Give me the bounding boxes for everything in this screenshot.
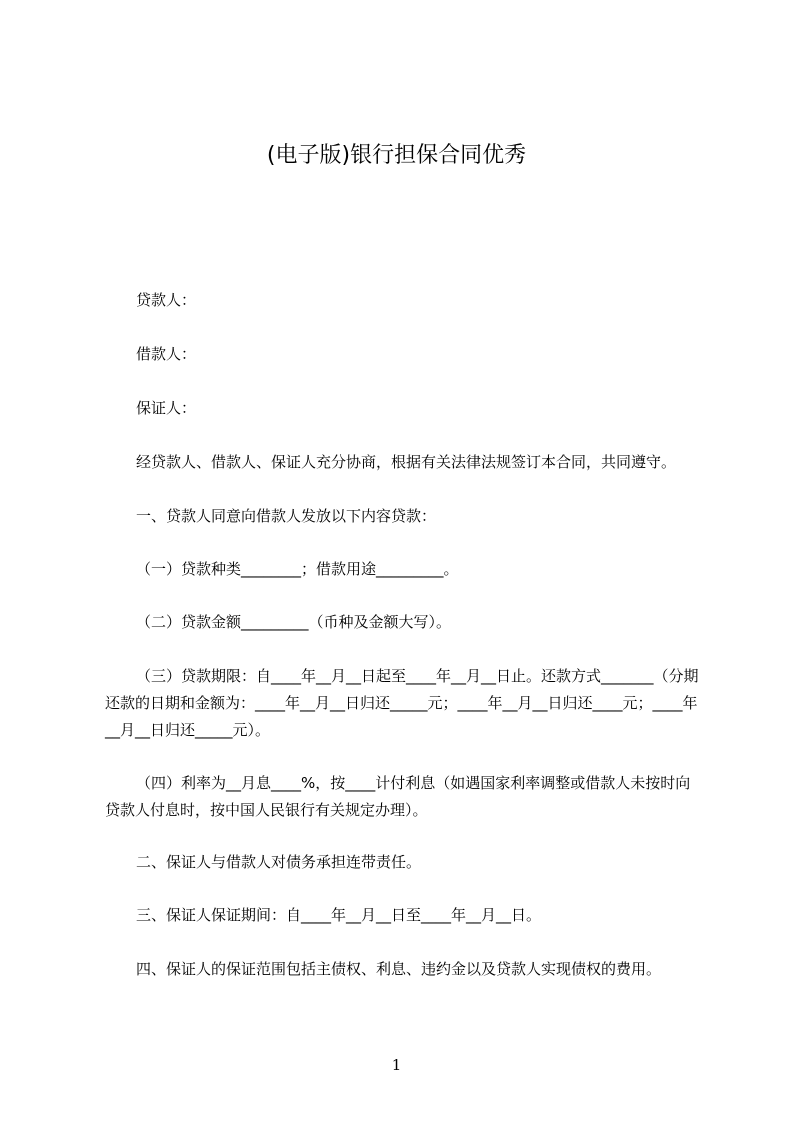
clause-one-item-1: （一）贷款种类________；借款用途_________。: [136, 560, 459, 578]
clause-one-item-4: （四）利率为__月息____%，按____计付利息（如遇国家利率调整或借款人未按时向贷款人付息时，按中国人民银行有关规定办理）。: [105, 774, 691, 819]
clause-one-item-3: （三）贷款期限：自____年__月__日起至____年__月__日止。还款方式_______（分期还款的日期和金额为：____年__月__日归还_____元；____年__月__日归还____元；____年__月__日归还_____元）。: [105, 667, 699, 739]
page-number: 1: [391, 1056, 402, 1074]
lender-line: 贷款人：: [136, 291, 197, 309]
clause-four: 四、保证人的保证范围包括主债权、利息、违约金以及贷款人实现债权的费用。: [136, 960, 662, 978]
guarantor-line: 保证人：: [136, 399, 197, 417]
clause-one-item-2: （二）贷款金额_________（币种及金额大写）。: [136, 613, 452, 631]
clause-three: 三、保证人保证期间：自____年__月__日至____年__月__日。: [136, 906, 542, 924]
clause-two: 二、保证人与借款人对债务承担连带责任。: [136, 853, 422, 871]
preamble-paragraph: 经贷款人、借款人、保证人充分协商，根据有关法律法规签订本合同，共同遵守。: [136, 453, 677, 471]
clause-one: 一、贷款人同意向借款人发放以下内容贷款：: [136, 507, 437, 525]
borrower-line: 借款人：: [136, 345, 197, 363]
document-title: (电子版)银行担保合同优秀: [266, 143, 527, 168]
